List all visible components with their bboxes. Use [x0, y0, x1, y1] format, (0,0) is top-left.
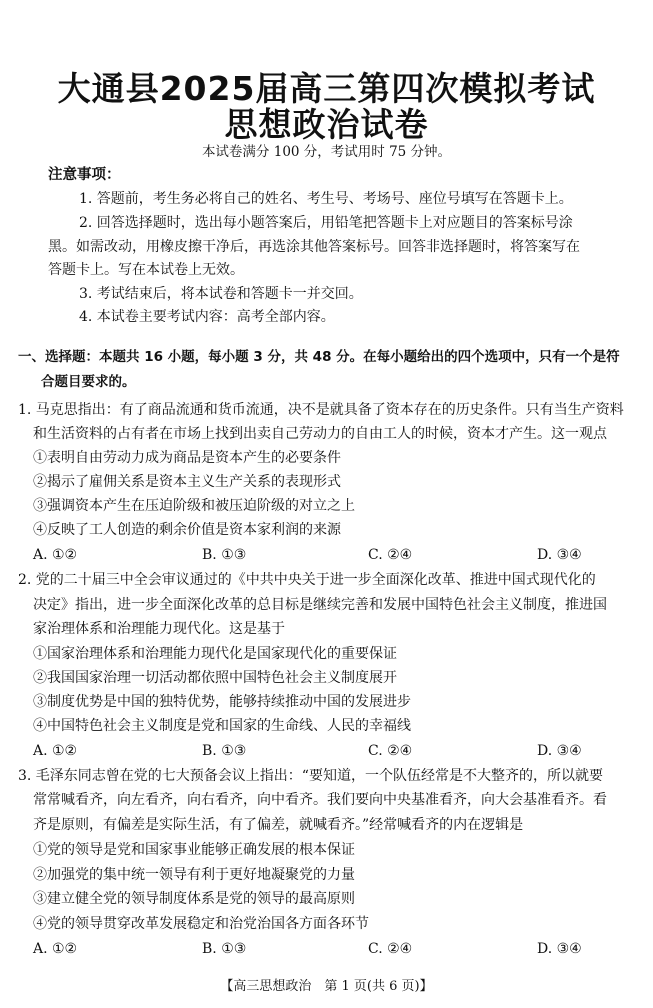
question-3-option-d: D. ③④ [537, 941, 582, 957]
question-2-item: ①国家治理体系和治理能力现代化是国家现代化的重要保证 [33, 646, 397, 662]
notice-line: 2. 回答选择题时，选出每小题答案后，用铅笔把答题卡上对应题目的答案标号涂 [79, 215, 573, 231]
question-2-stem: 2. 党的二十届三中全会审议通过的《中共中央关于进一步全面深化改革、推进中国式现代化的 [18, 572, 596, 588]
question-3-stem: 3. 毛泽东同志曾在党的七大预备会议上指出：“要知道，一个队伍经常是不大整齐的，所以就要 [18, 768, 603, 784]
exam-subtitle: 本试卷满分 100 分，考试用时 75 分钟。 [201, 144, 452, 160]
notice-line: 1. 答题前，考生务必将自己的姓名、考生号、考场号、座位号填写在答题卡上。 [79, 191, 573, 207]
exam-title-line1: 大通县2025届高三第四次模拟考试 [57, 69, 596, 108]
question-1-stem: 1. 马克思指出：有了商品流通和货币流通，决不是就具备了资本存在的历史条件。只有当生产资料 [18, 402, 624, 418]
notice-line: 黑。如需改动，用橡皮擦干净后，再选涂其他答案标号。回答非选择题时，将答案写在 [48, 239, 580, 255]
notice-line: 4. 本试卷主要考试内容：高考全部内容。 [79, 309, 335, 325]
notice-line: 答题卡上。写在本试卷上无效。 [48, 262, 244, 278]
question-3-stem: 常常喊看齐，向左看齐，向右看齐，向中看齐。我们要向中央基准看齐，向大会基准看齐。看 [33, 792, 607, 808]
question-3-stem: 齐是原则，有偏差是实际生活，有了偏差，就喊看齐。”经常喊看齐的内在逻辑是 [33, 817, 524, 833]
question-1-item: ④反映了工人创造的剩余价值是资本家利润的来源 [33, 522, 341, 538]
question-2-option-a: A. ①② [33, 743, 78, 759]
question-2-stem: 决定》指出，进一步全面深化改革的总目标是继续完善和发展中国特色社会主义制度，推进国 [33, 597, 607, 613]
page-footer: 【高三思想政治 第 1 页(共 6 页)】 [220, 979, 433, 994]
question-2-stem: 家治理体系和治理能力现代化。这是基于 [33, 621, 285, 637]
question-1-item: ③强调资本产生在压迫阶级和被压迫阶级的对立之上 [33, 498, 355, 514]
question-3-item: ③建立健全党的领导制度体系是党的领导的最高原则 [33, 891, 355, 907]
question-2-item: ②我国国家治理一切活动都依照中国特色社会主义制度展开 [33, 670, 397, 686]
question-2-option-c: C. ②④ [368, 743, 413, 759]
notice-heading: 注意事项： [48, 167, 121, 183]
question-1-option-d: D. ③④ [537, 547, 582, 563]
question-3-option-a: A. ①② [33, 941, 78, 957]
question-3-item: ④党的领导贯穿改革发展稳定和治党治国各方面各环节 [33, 916, 369, 932]
question-1-option-a: A. ①② [33, 547, 78, 563]
section-header-line1: 一、选择题：本题共 16 小题，每小题 3 分，共 48 分。在每小题给出的四个选项中，只有一个是符 [18, 349, 620, 365]
question-2-item: ④中国特色社会主义制度是党和国家的生命线、人民的幸福线 [33, 718, 411, 734]
question-1-option-b: B. ①③ [202, 547, 247, 563]
question-3-item: ②加强党的集中统一领导有利于更好地凝聚党的力量 [33, 867, 355, 883]
question-1-item: ①表明自由劳动力成为商品是资本产生的必要条件 [33, 450, 341, 466]
section-header-line2: 合题目要求的。 [41, 374, 136, 390]
question-3-item: ①党的领导是党和国家事业能够正确发展的根本保证 [33, 842, 355, 858]
question-1-stem: 和生活资料的占有者在市场上找到出卖自己劳动力的自由工人的时候，资本才产生。这一观点 [33, 426, 607, 442]
exam-title-line2: 思想政治试卷 [224, 105, 429, 144]
question-3-option-b: B. ①③ [202, 941, 247, 957]
notice-line: 3. 考试结束后，将本试卷和答题卡一并交回。 [79, 286, 363, 302]
question-2-item: ③制度优势是中国的独特优势，能够持续推动中国的发展进步 [33, 694, 411, 710]
question-2-option-b: B. ①③ [202, 743, 247, 759]
question-1-option-c: C. ②④ [368, 547, 413, 563]
question-2-option-d: D. ③④ [537, 743, 582, 759]
question-3-option-c: C. ②④ [368, 941, 413, 957]
question-1-item: ②揭示了雇佣关系是资本主义生产关系的表现形式 [33, 474, 341, 490]
